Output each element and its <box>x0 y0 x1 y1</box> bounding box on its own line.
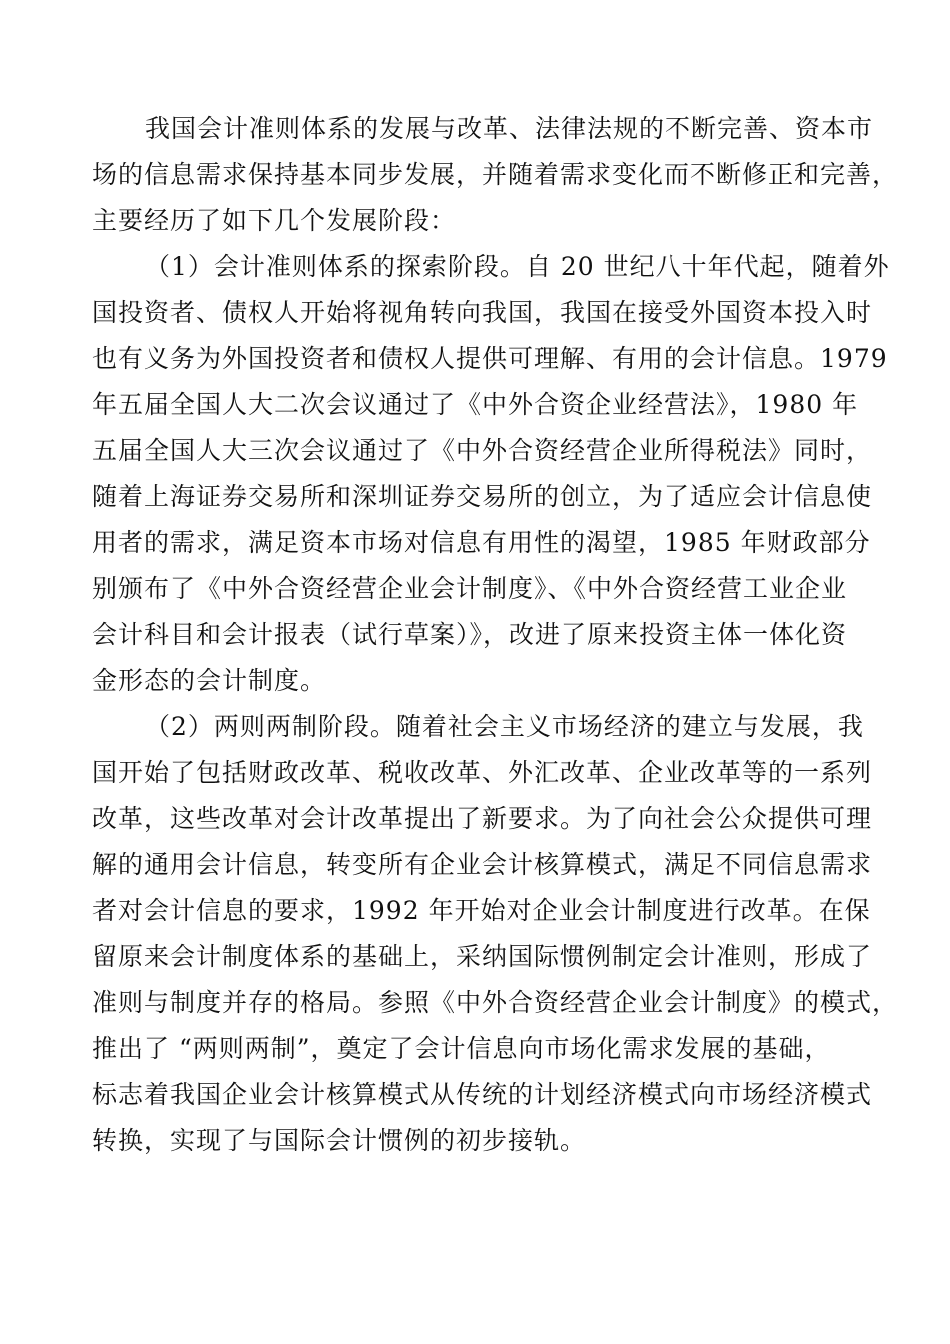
paragraph-2-line-8: 别颁布了《中外合资经营企业会计制度》、《中外合资经营工业企业 <box>92 574 848 603</box>
paragraph-3-line-9: 标志着我国企业会计核算模式从传统的计划经济模式向市场经济模式 <box>92 1080 873 1109</box>
paragraph-2-line-6: 随着上海证券交易所和深圳证券交易所的创立，为了适应会计信息使 <box>92 482 873 511</box>
paragraph-3-line-4: 解的通用会计信息，转变所有企业会计核算模式，满足不同信息需求 <box>92 850 873 879</box>
paragraph-3-line-2: 国开始了包括财政改革、税收改革、外汇改革、企业改革等的一系列 <box>92 758 873 787</box>
paragraph-3-line-7: 准则与制度并存的格局。参照《中外合资经营企业会计制度》的模式， <box>92 988 899 1017</box>
paragraph-2-line-9: 会计科目和会计报表（试行草案）》，改进了原来投资主体一体化资 <box>92 620 848 649</box>
paragraph-3-line-10: 转换，实现了与国际会计惯例的初步接轨。 <box>92 1126 587 1155</box>
paragraph-2-line-7: 用者的需求，满足资本市场对信息有用性的渴望，1985 年财政部分 <box>92 528 871 557</box>
paragraph-3-line-1: （2）两则两制阶段。随着社会主义市场经济的建立与发展，我 <box>145 712 864 741</box>
paragraph-2-line-3: 也有义务为外国投资者和债权人提供可理解、有用的会计信息。1979 <box>92 344 888 373</box>
paragraph-3-line-8: 推出了 “两则两制”，奠定了会计信息向市场化需求发展的基础， <box>92 1034 831 1063</box>
paragraph-1-line-1: 我国会计准则体系的发展与改革、法律法规的不断完善、资本市 <box>145 114 874 143</box>
paragraph-2-line-1: （1）会计准则体系的探索阶段。自 20 世纪八十年代起，随着外 <box>145 252 890 281</box>
paragraph-1-line-2: 场的信息需求保持基本同步发展，并随着需求变化而不断修正和完善， <box>92 160 899 189</box>
paragraph-2-line-4: 年五届全国人大二次会议通过了《中外合资企业经营法》，1980 年 <box>92 390 859 419</box>
paragraph-2-line-2: 国投资者、债权人开始将视角转向我国，我国在接受外国资本投入时 <box>92 298 873 327</box>
paragraph-3-line-6: 留原来会计制度体系的基础上，采纳国际惯例制定会计准则，形成了 <box>92 942 873 971</box>
paragraph-3-line-3: 改革，这些改革对会计改革提出了新要求。为了向社会公众提供可理 <box>92 804 873 833</box>
paragraph-3-line-5: 者对会计信息的要求，1992 年开始对企业会计制度进行改革。在保 <box>92 896 871 925</box>
paragraph-1-line-3: 主要经历了如下几个发展阶段： <box>92 206 457 235</box>
paragraph-2-line-10: 金形态的会计制度。 <box>92 666 327 695</box>
paragraph-2-line-5: 五届全国人大三次会议通过了《中外合资经营企业所得税法》同时， <box>92 436 873 465</box>
